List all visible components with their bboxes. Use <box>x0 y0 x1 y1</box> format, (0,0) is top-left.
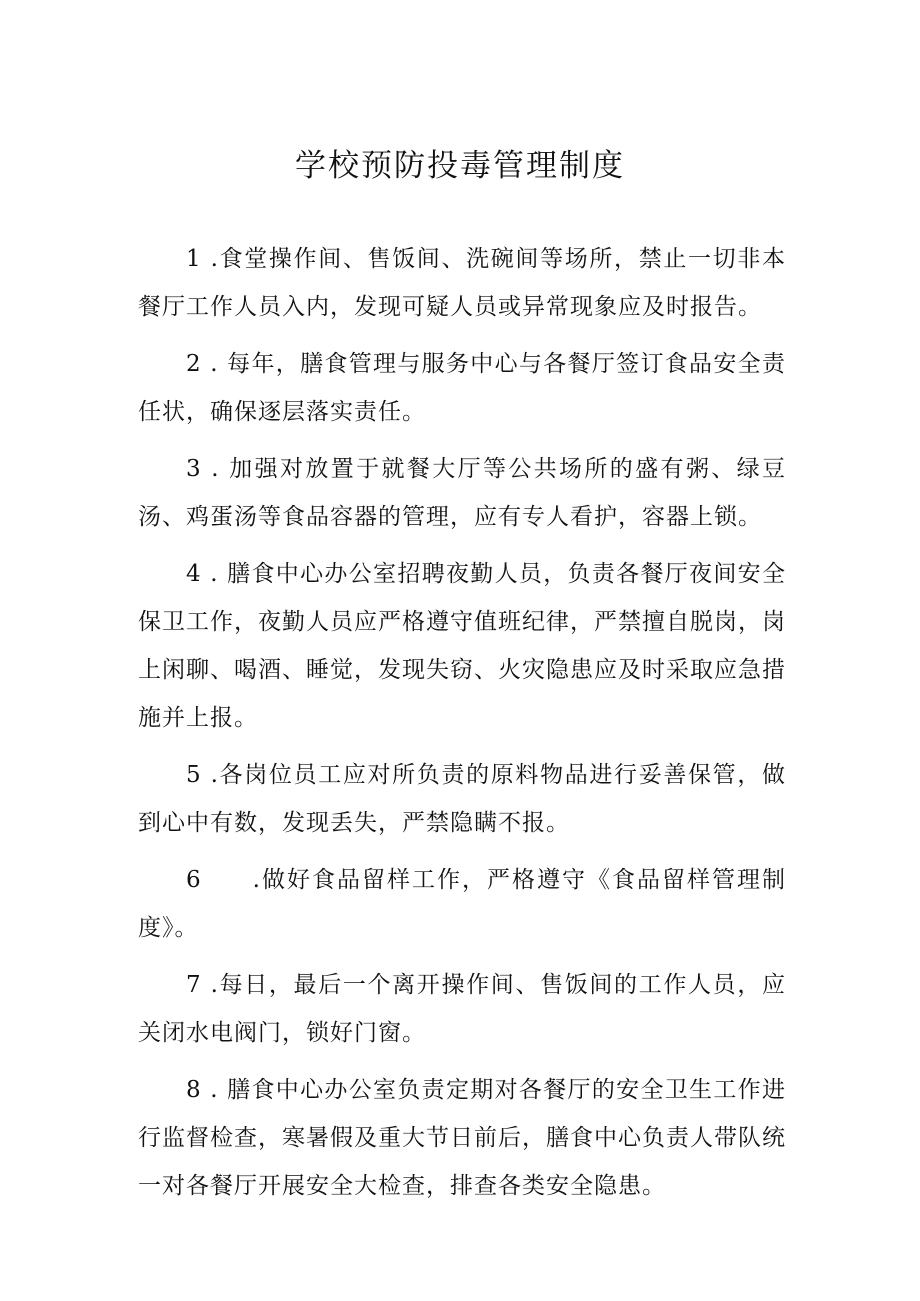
clause-1: 1 .食堂操作间、售饭间、洗碗间等场所，禁止一切非本餐厅工作人员入内，发现可疑人员或异常现象应及时报告。 <box>138 246 786 320</box>
clause-3: 3 . 加强对放置于就餐大厅等公共场所的盛有粥、绿豆汤、鸡蛋汤等食品容器的管理，应有专人看护，容器上锁。 <box>138 456 786 530</box>
document-title: 学校预防投毒管理制度 <box>295 148 625 184</box>
clause-2: 2 . 每年，膳食管理与服务中心与各餐厅签订食品安全责任状，确保逐层落实责任。 <box>138 351 786 425</box>
document-body <box>138 235 786 1219</box>
clause-6: 6 .做好食品留样工作，严格遵守《食品留样管理制度》。 <box>138 867 786 941</box>
clause-5: 5 .各岗位员工应对所负责的原料物品进行妥善保管，做到心中有数，发现丢失，严禁隐瞒不报。 <box>138 762 786 836</box>
clause-8: 8 . 膳食中心办公室负责定期对各餐厅的安全卫生工作进行监督检查，寒暑假及重大节日前后，膳食中心负责人带队统一对各餐厅开展安全大检查，排查各类安全隐患。 <box>138 1077 786 1199</box>
clause-4: 4 . 膳食中心办公室招聘夜勤人员，负责各餐厅夜间安全保卫工作，夜勤人员应严格遵守值班纪律，严禁擅自脱岗，岗上闲聊、喝酒、睡觉，发现失窃、火灾隐患应及时采取应急措施并上报。 <box>138 561 786 731</box>
clause-7: 7 .每日，最后一个离开操作间、售饭间的工作人员，应关闭水电阀门，锁好门窗。 <box>138 972 786 1046</box>
